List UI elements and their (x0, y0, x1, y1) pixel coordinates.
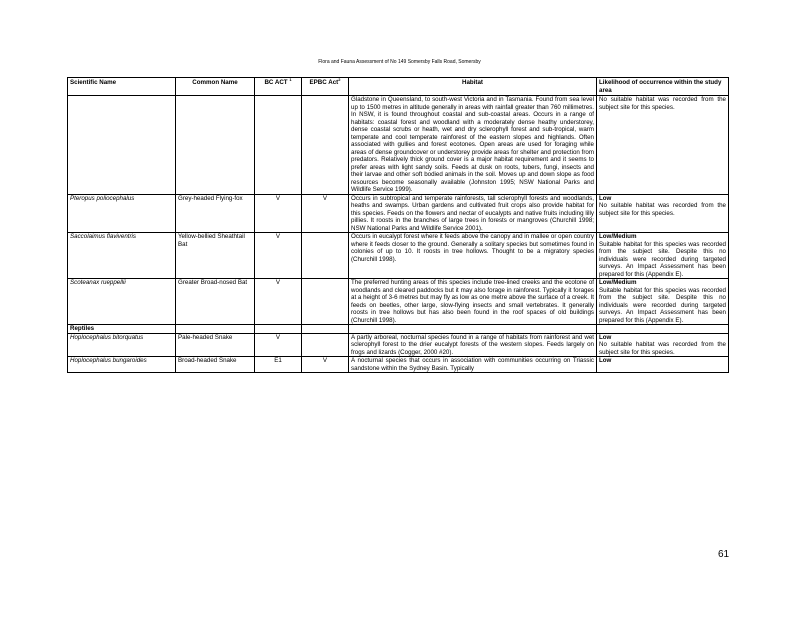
col-header-epbc-act: EPBC Act$^2$ (302, 78, 349, 96)
habitat-cell: The preferred hunting areas of this species include tree-lined creeks and the ecotone of woodlands and cleared paddocks but it may also forage in rainforest. Typically it forages at a height of 3-6 metres but may fly as low as one metre above the surface of a creek. It feeds on beetles, other large, slow-flying insects and small vertebrates. It generally roosts in tree hollows but has also been found in the roof spaces of old buildings (Churchill 1998). (349, 279, 597, 325)
likelihood-text: No suitable habitat was recorded from the subject site for this species. (599, 202, 726, 217)
table-row (68, 357, 729, 373)
likelihood-text: No suitable habitat was recorded from the subject site for this species. (599, 96, 726, 111)
bc-act-cell: V (255, 279, 302, 325)
common-name-cell: Broad-headed Snake (176, 357, 255, 373)
epbc-act-cell (302, 96, 349, 195)
likelihood-rating: Low (599, 194, 612, 202)
common-name-cell: Grey-headed Flying-fox (176, 194, 255, 233)
likelihood-rating: Low (599, 357, 612, 364)
bc-act-cell: E1 (255, 357, 302, 373)
page-number: 61 (718, 549, 730, 560)
scientific-name-cell (68, 96, 176, 195)
likelihood-rating: Low/Medium (599, 233, 637, 240)
table-row (68, 96, 729, 195)
section-row-reptiles (68, 325, 729, 334)
common-name-cell: Greater Broad-nosed Bat (176, 279, 255, 325)
table-row (68, 233, 729, 279)
epbc-act-cell (302, 279, 349, 325)
bc-act-cell: V (255, 194, 302, 233)
species-table (67, 77, 729, 373)
scientific-name-cell: Hoplocephalus bungaroides (68, 357, 176, 373)
scientific-name-cell: Pteropus poliocephalus (68, 194, 176, 233)
habitat-cell: A nocturnal species that occurs in association with communities occurring on Triassic sandstone within the Sydney Basin. Typically (349, 357, 597, 373)
document-header: Flora and Fauna Assessment of No 149 Somersby Falls Road, Somersby (318, 59, 481, 65)
likelihood-text: No suitable habitat was recorded from the subject site for this species. (599, 341, 726, 356)
likelihood-rating: Low/Medium (599, 279, 637, 286)
table-row (68, 333, 729, 357)
table-header-row (68, 78, 729, 96)
likelihood-cell (597, 279, 729, 325)
table-row (68, 194, 729, 233)
habitat-cell: Occurs in eucalypt forest where it feeds above the canopy and in mallee or open country where it feeds closer to the ground. Generally a solitary species but sometimes found in colonies of up to 10. It roosts in tree hollows. Thought to be a migratory species (Churchill 1998). (349, 233, 597, 279)
common-name-cell (176, 96, 255, 195)
habitat-cell: Occurs in subtropical and temperate rainforests, tall sclerophyll forests and woodlands, heaths and swamps. Urban gardens and cultivated fruit crops also provide habitat for this species. Feeds on the flowers and nectar of eucalypts and native fruits including lilly pillies. It roosts in the branches of large trees in forests or mangroves (Churchill 1998; NSW National Parks and Wildlife Service 2001). (349, 194, 597, 233)
epbc-act-cell (302, 233, 349, 279)
col-header-habitat: Habitat (349, 78, 597, 96)
likelihood-cell (597, 194, 729, 233)
likelihood-text: Suitable habitat for this species was recorded from the subject site. Despite this no individuals were recorded during targeted surveys. An Impact Assessment has been prepared for this (Appendix E). (599, 240, 726, 278)
col-header-common-name: Common Name (176, 78, 255, 96)
epbc-act-cell: V (302, 357, 349, 373)
common-name-cell: Yellow-bellied Sheathtail Bat (176, 233, 255, 279)
likelihood-cell (597, 233, 729, 279)
likelihood-cell (597, 333, 729, 357)
col-header-scientific-name: Scientific Name (68, 78, 176, 96)
table-row (68, 279, 729, 325)
habitat-cell: A partly arboreal, nocturnal species found in a range of habitats from rainforest and wet sclerophyll forest to the drier eucalypt forests of the western slopes. Feeds largely on frogs and lizards (Cogger, 2000 #20). (349, 333, 597, 357)
scientific-name-cell: Hoplocephalus bitorquatus (68, 333, 176, 357)
likelihood-cell (597, 357, 729, 373)
habitat-cell: Gladstone in Queensland, to south-west Victoria and in Tasmania. Found from sea level up to 1500 metres in altitude generally in areas with rainfall greater than 760 millimetres. In NSW, it is found throughout coastal and sub-coastal areas. Occurs in a range of habitats: coastal forest and woodland with a moderately dense heathy understorey, dense coastal scrubs or heath, wet and dry sclerophyll forest and sub-tropical, warm temperate and cool temperate rainforest of the eastern slopes and highlands. Often associated with gullies and forest ecotones. Open areas are used for foraging while areas of dense groundcover or understorey provide areas for shelter and protection from predators. Relatively thick ground cover is a major habitat requirement and it seems to prefer areas with light sandy soils. Feeds at dusk on roots, tubers, fungi, insects and their larvae and other soft bodied animals in the soil. Moves up and down slope as food resources become seasonally available (Johnston 1995; NSW National Parks and Wildlife Service 1999). (349, 96, 597, 195)
col-header-bc-act: BC ACT $^1$ (255, 78, 302, 96)
scientific-name-cell: Scoteanax rueppellii (68, 279, 176, 325)
likelihood-text: Suitable habitat for this species was recorded from the subject site. Despite this no individuals were recorded during targeted surveys. An Impact Assessment has been prepared for this (Appendix E). (599, 286, 726, 324)
epbc-act-cell (302, 333, 349, 357)
common-name-cell: Pale-headed Snake (176, 333, 255, 357)
likelihood-cell (597, 96, 729, 195)
col-header-likelihood: Likelihood of occurrence within the study area (597, 78, 729, 96)
bc-act-cell: V (255, 233, 302, 279)
scientific-name-cell: Saccolaimus flaviventris (68, 233, 176, 279)
section-title: Reptiles (68, 325, 176, 334)
epbc-act-cell: V (302, 194, 349, 233)
bc-act-cell: V (255, 333, 302, 357)
likelihood-rating: Low (599, 333, 612, 341)
bc-act-cell (255, 96, 302, 195)
